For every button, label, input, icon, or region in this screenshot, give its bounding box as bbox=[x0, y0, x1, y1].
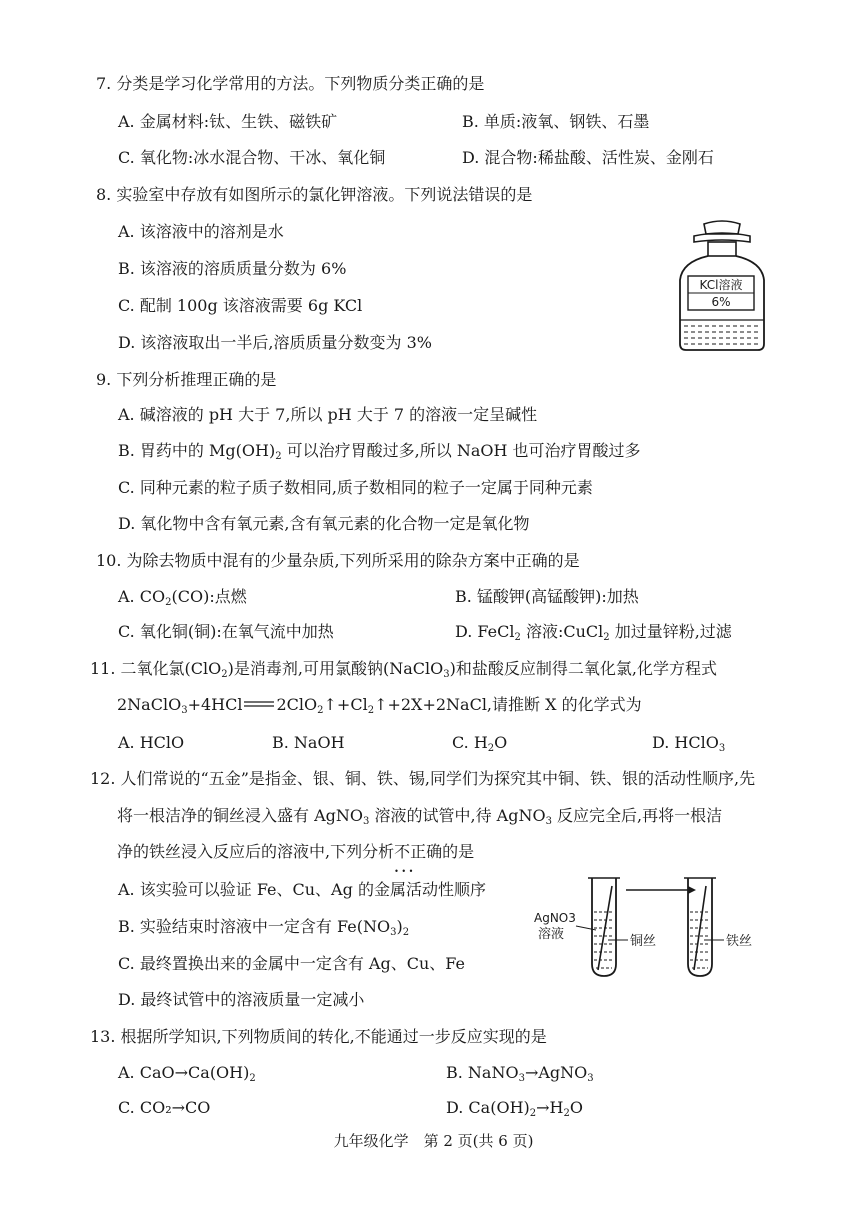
q12-stem-line2: 将一根洁净的铜丝浸入盛有 AgNO$_3$ 溶液的试管中,待 AgNO$_3$ 反应完全后,再将一根洁 bbox=[117, 806, 723, 827]
q7-option-a: A. 金属材料:钛、生铁、磁铁矿 bbox=[118, 112, 338, 131]
q8-stem: 8. 实验室中存放有如图所示的氯化钾溶液。下列说法错误的是 bbox=[96, 185, 533, 204]
q13-stem: 13. 根据所学知识,下列物质间的转化,不能通过一步反应实现的是 bbox=[90, 1027, 547, 1046]
equals-sign-icon bbox=[242, 699, 276, 709]
q13-option-b: B. NaNO$_3$→AgNO$_3$ bbox=[446, 1063, 594, 1084]
q13-option-d: D. $Ca(OH)_2\to H_2O$ bbox=[446, 1098, 583, 1119]
q11-option-a: A. HClO bbox=[118, 733, 185, 752]
q12-option-a: A. 该实验可以验证 Fe、Cu、Ag 的金属活动性顺序 bbox=[118, 880, 486, 899]
q7-option-c: C. 氧化物:冰水混合物、干冰、氧化铜 bbox=[118, 148, 386, 167]
q10-option-d: D. FeCl$_2$ 溶液:CuCl$_2$ 加过量锌粉,过滤 bbox=[455, 622, 732, 643]
q11-stem: 11. 二氧化氯(ClO$_2$)是消毒剂,可用氯酸钠(NaClO$_3$)和盐酸反应制得二氧化氯,化学方程式 bbox=[90, 659, 717, 680]
q7-option-d: D. 混合物:稀盐酸、活性炭、金刚石 bbox=[462, 148, 714, 167]
bottle-percent-text: 6% bbox=[711, 295, 731, 309]
q12-option-c: C. 最终置换出来的金属中一定含有 Ag、Cu、Fe bbox=[118, 954, 465, 973]
q9-stem: 9. 下列分析推理正确的是 bbox=[96, 370, 277, 389]
solution-label: 溶液 bbox=[538, 927, 565, 942]
q11-option-d: D. HClO$_3$ bbox=[652, 733, 726, 754]
emphasis-not-correct: 不正确 • • • bbox=[394, 842, 442, 861]
q9-option-d: D. 氧化物中含有氧元素,含有氧元素的化合物一定是氧化物 bbox=[118, 514, 530, 533]
q8-option-d: D. 该溶液取出一半后,溶质质量分数变为 3% bbox=[118, 333, 432, 352]
iron-wire-label: 铁丝 bbox=[726, 934, 753, 949]
q8-option-c: C. 配制 100g 该溶液需要 6g KCl bbox=[118, 296, 363, 315]
page-footer: 九年级化学 第 2 页(共 6 页) bbox=[333, 1132, 534, 1150]
q10-option-a: A. $CO_2(CO)$:点燃 bbox=[118, 587, 247, 608]
q9-option-b: B. 胃药中的 $Mg(OH)_2$ 可以治疗胃酸过多,所以 NaOH 也可治疗胃酸过多 bbox=[118, 441, 641, 462]
q7-option-b: B. 单质:液氧、钢铁、石墨 bbox=[462, 112, 650, 131]
q12-option-b: B. 实验结束时溶液中一定含有 $Fe(NO_3)_2$ bbox=[118, 917, 410, 938]
q13-option-c: C. CO₂→CO bbox=[118, 1098, 211, 1117]
q12-option-d: D. 最终试管中的溶液质量一定减小 bbox=[118, 990, 365, 1009]
test-tube-figure bbox=[528, 872, 788, 980]
q13-option-a: A. $CaO\to Ca(OH)_2$ bbox=[118, 1063, 256, 1084]
q9-option-c: C. 同种元素的粒子质子数相同,质子数相同的粒子一定属于同种元素 bbox=[118, 478, 593, 497]
q8-option-a: A. 该溶液中的溶剂是水 bbox=[118, 222, 284, 241]
q11-equation: 2NaClO$_3$+4HCl $2ClO_2↑+Cl_2↑+2X+2NaCl$,请推断 X 的化学式为 bbox=[117, 695, 642, 716]
copper-wire-label: 铜丝 bbox=[630, 934, 657, 949]
q11-option-c: C. $H_2O$ bbox=[452, 733, 508, 754]
q10-option-c: C. 氧化铜(铜):在氧气流中加热 bbox=[118, 622, 334, 641]
agno3-label: AgNO3 bbox=[534, 911, 576, 925]
q10-stem: 10. 为除去物质中混有的少量杂质,下列所采用的除杂方案中正确的是 bbox=[96, 551, 580, 570]
q12-stem-line1: 12. 人们常说的“五金”是指金、银、铜、铁、锡,同学们为探究其中铜、铁、银的活动性顺序,先 bbox=[90, 769, 756, 788]
bottle-label-text: KCl溶液 bbox=[699, 278, 743, 292]
q7-stem: 7. 分类是学习化学常用的方法。下列物质分类正确的是 bbox=[96, 74, 485, 93]
q11-option-b: B. NaOH bbox=[272, 733, 345, 752]
q10-option-b: B. 锰酸钾(高锰酸钾):加热 bbox=[455, 587, 639, 606]
q12-stem-line3: 净的铁丝浸入反应后的溶液中,下列分析不正确 • • •的是 bbox=[117, 842, 474, 862]
kcl-bottle-figure bbox=[672, 218, 772, 358]
q8-option-b: B. 该溶液的溶质质量分数为 6% bbox=[118, 259, 347, 278]
q9-option-a: A. 碱溶液的 pH 大于 7,所以 pH 大于 7 的溶液一定呈碱性 bbox=[118, 405, 538, 424]
